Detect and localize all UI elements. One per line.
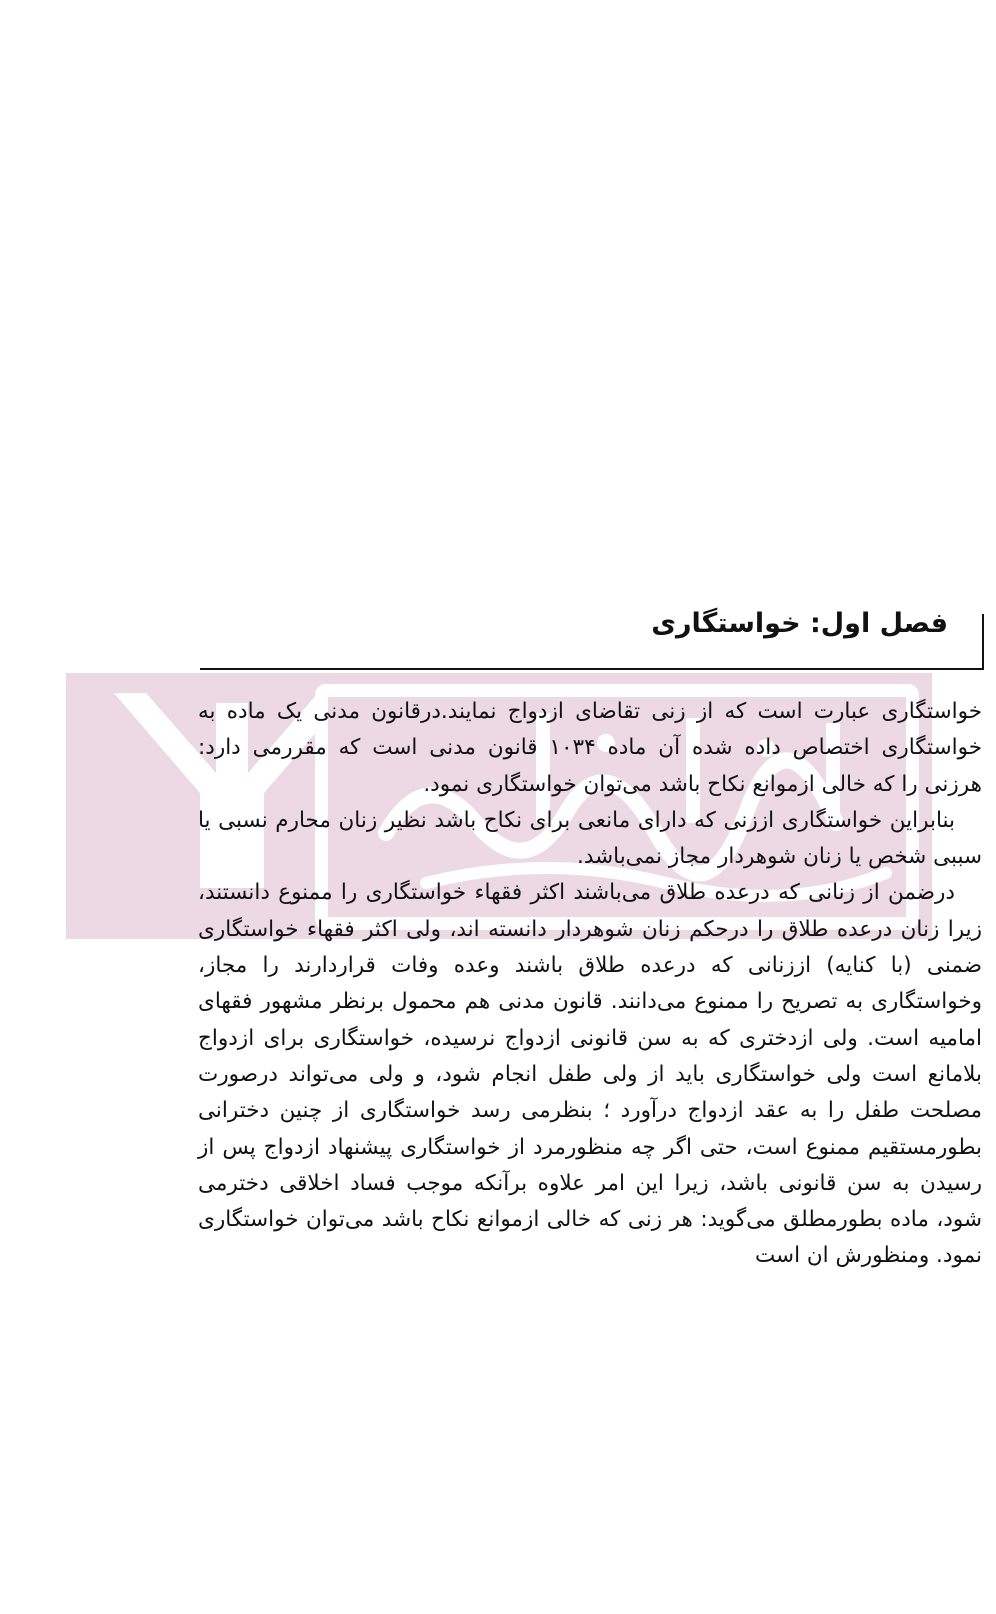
heading-side-bar	[982, 614, 984, 669]
paragraph-3: درضمن از زنانی که درعده طلاق می‌باشند اکثر فقهاء خواستگاری را ممنوع دانستند، زیرا زنان درعده طلاق را درحکم زنان شوهردار دانسته اند، ولی اکثر فقهاء خواستگاری ضمنی (با کنایه) اززنانی که درعده طلاق باشند وعده وفات قراردارند را مجاز، وخواستگاری به تصریح را ممنوع می‌دانند. قانون مدنی هم محمول برنظر مشهور فقهای امامیه است. ولی ازدختری که به سن قانونی ازدواج نرسیده، خواستگاری برای ازدواج بلامانع است ولی خواستگاری باید از ولی طفل انجام شود، و ولی می‌تواند درصورت مصلحت طفل را به عقد ازدواج درآورد ؛ بنظرمی رسد خواستگاری از چنین دخترانی بطورمستقیم ممنوع است، حتی اگر چه منظورمرد از خواستگاری پیشنهاد ازدواج پس از رسیدن به سن قانونی باشد، زیرا این امر علاوه برآنکه موجب فساد اخلاقی دخترمی شود، ماده بطورمطلق می‌گوید: هر زنی که خالی ازموانع نکاح باشد می‌توان خواستگاری نمود. ومنظورش ان است	[198, 880, 982, 1269]
heading-underline	[200, 668, 984, 670]
chapter-heading	[651, 608, 948, 639]
paragraph-1: خواستگاری عبارت است که از زنی تقاضای ازدواج نمایند.درقانون مدنی یک ماده به خواستگاری اختصاص داده شده آن ماده ۱۰۳۴ قانون مدنی است که مقررمی دارد: هرزنی را که خالی ازموانع نکاح باشد می‌توان خواستگاری نمود.	[198, 699, 983, 797]
body-text	[198, 694, 982, 1275]
chapter-number: فصل اول:	[809, 608, 948, 639]
chapter-title: خواستگاری	[651, 608, 801, 639]
paragraph-2: بنابراین خواستگاری اززنی که دارای مانعی برای نکاح باشد نظیر زنان محارم نسبی یا سببی شخص یا زنان شوهردار مجاز نمی‌باشد.	[198, 807, 982, 870]
